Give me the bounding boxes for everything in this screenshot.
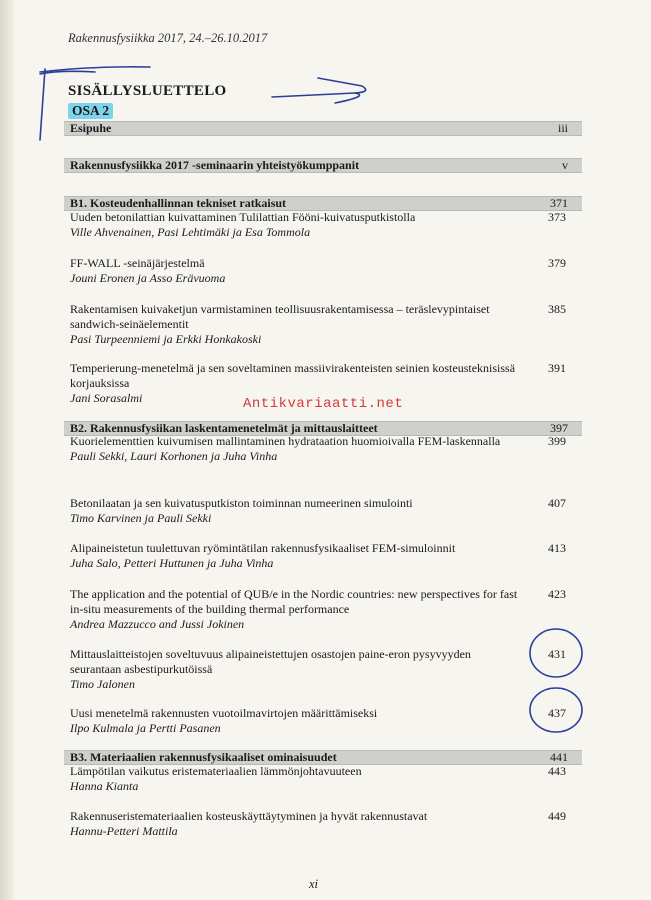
entry-title: The application and the potential of QUB/e in the Nordic countries: new perspectives for fast in-situ measurements of the building thermal performance — [70, 587, 518, 616]
section-heading-page: 441 — [550, 750, 568, 764]
entry-page: 413 — [548, 541, 566, 555]
toc-bar-page: iii — [557, 121, 568, 135]
entry-authors: Juha Salo, Petteri Huttunen ja Juha Vinha — [70, 556, 274, 570]
entry-title: Uusi menetelmä rakennusten vuotoilmavirtojen määrittämiseksi — [70, 706, 378, 720]
section-heading-title: B1. Kosteudenhallinnan tekniset ratkaisut — [70, 196, 287, 210]
entry-authors: Timo Jalonen — [70, 677, 135, 691]
watermark: Antikvariaatti.net — [243, 396, 404, 412]
entry-page: 399 — [548, 434, 566, 448]
section-heading-page: 397 — [550, 421, 568, 435]
entry-page: 423 — [548, 587, 566, 601]
page-number: xi — [309, 877, 319, 891]
section-heading-page: 371 — [550, 196, 568, 210]
entry-title: Rakentamisen kuivaketjun varmistaminen teollisuusrakentamisessa – teräslevypintaiset sandwich-seinäelementit — [70, 302, 490, 331]
entry-authors: Pasi Turpeenniemi ja Erkki Honkakoski — [70, 332, 262, 346]
entry-authors: Andrea Mazzucco and Jussi Jokinen — [70, 617, 245, 631]
entry-page: 391 — [548, 361, 566, 375]
entry-page: 373 — [548, 210, 566, 224]
pen-circle-431 — [530, 629, 582, 677]
toc-bar-title: Rakennusfysiikka 2017 -seminaarin yhteistyökumppanit — [70, 158, 360, 172]
entry-page: 449 — [548, 809, 566, 823]
entry-title: Mittauslaitteistojen soveltuvuus alipaineistettujen osastojen paine-eron pysyvyyden seurantaan asbestipurkutöissä — [70, 647, 471, 676]
entry-authors: Pauli Sekki, Lauri Korhonen ja Juha Vinha — [70, 449, 278, 463]
entry-page: 431 — [548, 647, 566, 661]
entry-title: Betonilaatan ja sen kuivatusputkiston toiminnan numeerinen simulointi — [70, 496, 413, 510]
entry-authors: Timo Karvinen ja Pauli Sekki — [70, 511, 212, 525]
part-label: OSA 2 — [68, 103, 113, 119]
entry-title: FF-WALL -seinäjärjestelmä — [70, 256, 205, 270]
entry-authors: Hannu-Petteri Mattila — [70, 824, 178, 838]
entry-page: 437 — [548, 706, 566, 720]
entry-page: 379 — [548, 256, 566, 270]
entry-authors: Ville Ahvenainen, Pasi Lehtimäki ja Esa Tommola — [70, 225, 311, 239]
toc-bar-title: Esipuhe — [70, 121, 112, 135]
pen-arrow-stroke — [272, 78, 366, 97]
toc-bar-page: v — [562, 158, 568, 172]
entry-page: 407 — [548, 496, 566, 510]
pen-circle-437 — [530, 688, 582, 732]
entry-title: Rakennuseristemateriaalien kosteuskäyttäytyminen ja hyvät rakennustavat — [70, 809, 428, 823]
section-heading-title: B2. Rakennusfysiikan laskentamenetelmät ja mittauslaitteet — [70, 421, 378, 435]
entry-title: Uuden betonilattian kuivattaminen Tulilattian Fööni-kuivatusputkistolla — [70, 210, 416, 224]
entry-title: Alipaineistetun tuulettuvan ryömintätilan rakennusfysikaaliset FEM-simuloinnit — [70, 541, 456, 555]
entry-title: Lämpötilan vaikutus eristemateriaalien lämmönjohtavuuteen — [70, 764, 362, 778]
entry-page: 443 — [548, 764, 566, 778]
entry-authors: Jouni Eronen ja Asso Erävuoma — [70, 271, 226, 285]
section-heading-title: B3. Materiaalien rakennusfysikaaliset ominaisuudet — [70, 750, 337, 764]
entry-title: Kuorielementtien kuivumisen mallintaminen hydrataation huomioivalla FEM-laskennalla — [70, 434, 501, 448]
pen-bracket-stroke — [40, 69, 45, 140]
entry-page: 385 — [548, 302, 566, 316]
entry-authors: Jani Sorasalmi — [70, 391, 143, 405]
entry-authors: Ilpo Kulmala ja Pertti Pasanen — [70, 721, 221, 735]
running-head: Rakennusfysiikka 2017, 24.–26.10.2017 — [68, 31, 268, 45]
page-title: SISÄLLYSLUETTELO — [68, 83, 227, 99]
entry-authors: Hanna Kianta — [70, 779, 139, 793]
entry-title: Temperierung-menetelmä ja sen soveltaminen massiivirakenteisten seinien kosteusteknisissä korjauksissa — [70, 361, 516, 390]
